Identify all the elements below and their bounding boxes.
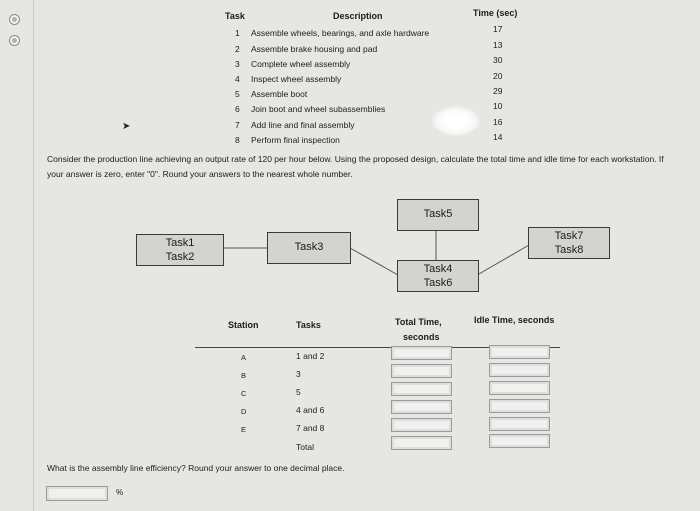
header-description: Description (333, 11, 383, 21)
task-time: 16 (493, 117, 503, 127)
header-total-time-unit: seconds (403, 332, 440, 342)
mouse-cursor-icon: ➤ (122, 121, 131, 132)
header-time: Time (sec) (473, 8, 518, 18)
task-time: 17 (493, 24, 503, 34)
station-tasks: 4 and 6 (296, 405, 325, 415)
total-time-input[interactable] (391, 418, 452, 432)
task-description: Complete wheel assembly (251, 59, 351, 69)
task-time: 13 (493, 40, 503, 50)
station-tasks: 1 and 2 (296, 351, 325, 361)
station-label: D (241, 407, 247, 416)
task-number: 3 (235, 59, 240, 69)
total-time-total-input[interactable] (391, 436, 452, 450)
idle-time-input[interactable] (489, 417, 550, 431)
diagram-box-task5: Task5 (397, 199, 479, 231)
task-time: 29 (493, 86, 503, 96)
station-label: E (241, 425, 247, 434)
task-time: 14 (493, 132, 503, 142)
idle-time-input[interactable] (489, 363, 550, 377)
efficiency-question: What is the assembly line efficiency? Round your answer to one decimal place. (47, 463, 345, 473)
task-description: Assemble wheels, bearings, and axle hardware (251, 28, 430, 38)
task-time: 20 (493, 71, 503, 81)
total-time-input[interactable] (391, 364, 452, 378)
task-description: Assemble brake housing and pad (251, 44, 378, 54)
idle-time-input[interactable] (489, 399, 550, 413)
task-number: 5 (235, 89, 240, 99)
station-tasks: 5 (296, 387, 301, 397)
task-description: Inspect wheel assembly (251, 74, 342, 84)
task-description: Perform final inspection (251, 135, 340, 145)
idle-time-input[interactable] (489, 345, 550, 359)
efficiency-input[interactable] (46, 486, 108, 501)
line-d-e (479, 245, 529, 274)
percent-unit: % (116, 488, 124, 497)
task-time: 30 (493, 55, 503, 65)
question-text: Consider the production line achieving an output rate of 120 per hour below. Using the proposed design, calculate the total time and idle time for each workstation. If your answer is zero, enter "0". Round your answers to the nearest whole number. (47, 154, 664, 179)
task-number: 6 (235, 104, 240, 114)
diagram-box-task3: Task3 (267, 232, 351, 264)
line-b-d (350, 248, 398, 275)
task-description: Join boot and wheel subassemblies (251, 104, 386, 114)
station-label: A (241, 353, 247, 362)
task-description: Assemble boot (251, 89, 308, 99)
header-task: Task (225, 11, 245, 21)
total-label: Total (296, 442, 314, 452)
header-station: Station (228, 320, 259, 330)
task-time: 10 (493, 101, 503, 111)
diagram-box-task1-task2: Task1 Task2 (136, 234, 224, 266)
station-tasks: 3 (296, 369, 301, 379)
task-number: 1 (235, 28, 240, 38)
header-tasks: Tasks (296, 320, 321, 330)
task-description: Add line and final assembly (251, 120, 355, 130)
total-time-input[interactable] (391, 346, 452, 360)
station-label: C (241, 389, 247, 398)
diagram-box-task7-task8: Task7 Task8 (528, 227, 610, 259)
task-number: 8 (235, 135, 240, 145)
station-tasks: 7 and 8 (296, 423, 325, 433)
task-number: 4 (235, 74, 240, 84)
header-total-time: Total Time, (395, 317, 442, 327)
task-number: 7 (235, 120, 240, 130)
station-label: B (241, 371, 247, 380)
task-number: 2 (235, 44, 240, 54)
header-idle-time: Idle Time, seconds (474, 315, 555, 325)
idle-time-total-input[interactable] (489, 434, 550, 448)
total-time-input[interactable] (391, 400, 452, 414)
total-time-input[interactable] (391, 382, 452, 396)
diagram-box-task4-task6: Task4 Task6 (397, 260, 479, 292)
idle-time-input[interactable] (489, 381, 550, 395)
